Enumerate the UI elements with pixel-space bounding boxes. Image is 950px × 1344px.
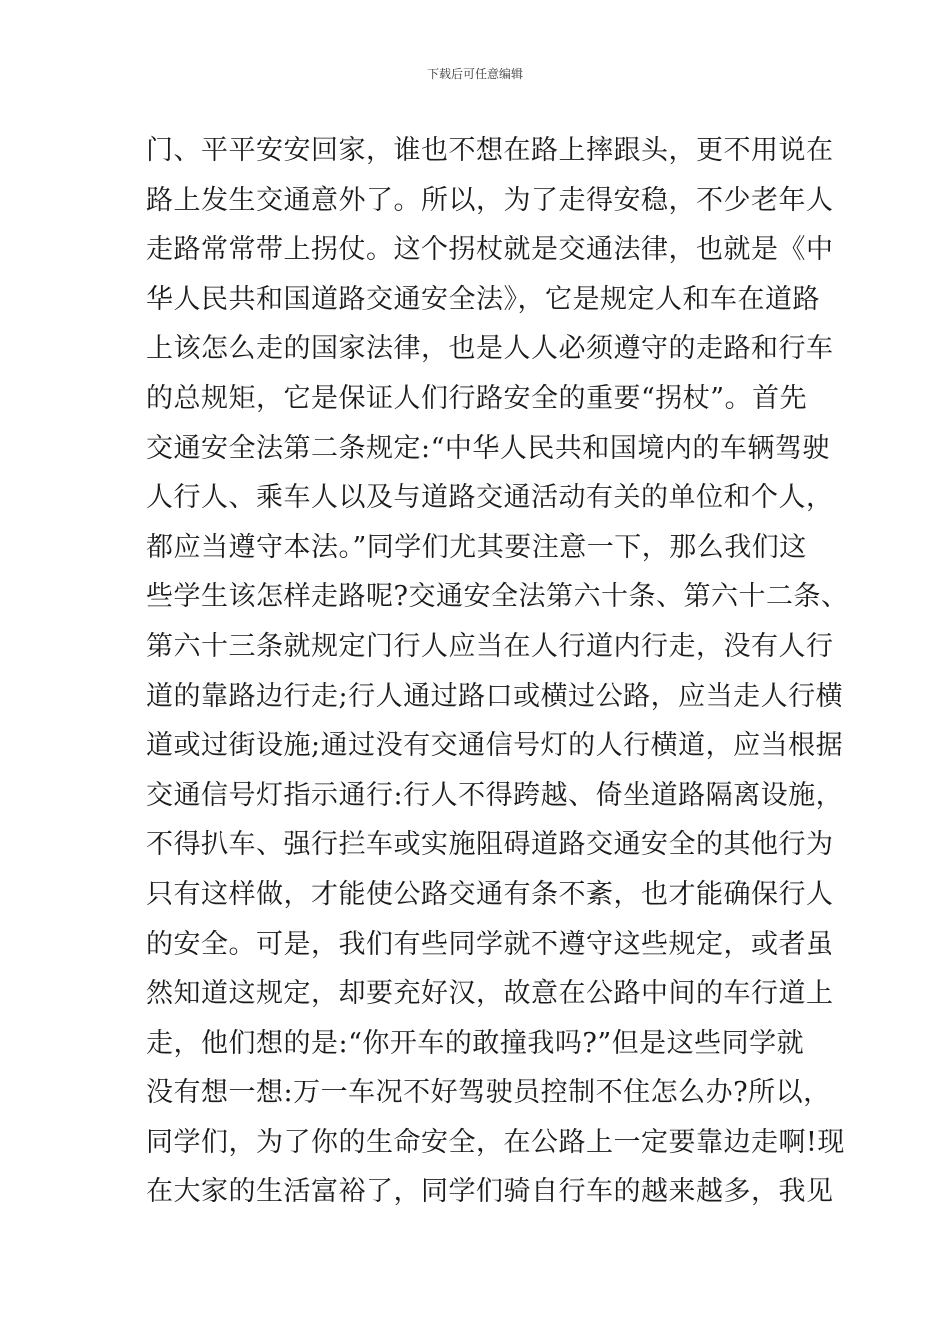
text-line: 路上发生交通意外了。所以，为了走得安稳，不少老年人	[146, 184, 834, 216]
text-line: 没有想一想:万一车况不好驾驶员控制不住怎么办?所以，	[146, 1077, 831, 1109]
text-line: 都应当遵守本法。”同学们尤其要注意一下，那么我们这	[146, 531, 807, 563]
text-line: 的总规矩，它是保证人们行路安全的重要“拐杖”。首先	[146, 382, 808, 414]
text-line: 走路常常带上拐仗。这个拐杖就是交通法律，也就是《中	[146, 234, 834, 266]
text-line: 人行人、乘车人以及与道路交通活动有关的单位和个人，	[146, 482, 834, 514]
text-line: 门、平平安安回家，谁也不想在路上摔跟头，更不用说在	[146, 135, 834, 166]
text-line: 的安全。可是，我们有些同学就不遵守这些规定，或者虽	[146, 928, 834, 960]
text-line: 交通信号灯指示通行:行人不得跨越、倚坐道路隔离设施，	[146, 779, 844, 811]
text-line: 道的靠路边行走;行人通过路口或横过公路，应当走人行横	[146, 680, 844, 712]
text-line: 上该怎么走的国家法律，也是人人必须遵守的走路和行车	[146, 333, 834, 365]
text-line: 只有这样做，才能使公路交通有条不紊，也才能确保行人	[146, 878, 834, 910]
text-line: 走，他们想的是:“你开车的敢撞我吗?”但是这些同学就	[146, 1027, 805, 1059]
text-line: 不得扒车、强行拦车或实施阻碍道路交通安全的其他行为	[146, 829, 834, 861]
text-line: 道或过街设施;通过没有交通信号灯的人行横道，应当根据	[146, 730, 844, 762]
text-line: 交通安全法第二条规定:“中华人民共和国境内的车辆驾驶	[146, 432, 830, 464]
text-line: 第六十三条就规定门行人应当在人行道内行走，没有人行	[146, 630, 834, 662]
text-line: 些学生该怎样走路呢?交通安全法第六十条、第六十二条、	[146, 581, 849, 613]
text-line: 然知道这规定，却要充好汉，故意在公路中间的车行道上	[146, 978, 834, 1010]
body-text	[146, 126, 849, 1217]
text-line: 同学们，为了你的生命安全，在公路上一定要靠边走啊!现	[146, 1126, 845, 1158]
page-header: 下载后可任意编辑	[426, 67, 523, 81]
text-line: 华人民共和国道路交通安全法》，它是规定人和车在道路	[146, 283, 820, 315]
text-line: 在大家的生活富裕了，同学们骑自行车的越来越多，我见	[146, 1176, 834, 1208]
